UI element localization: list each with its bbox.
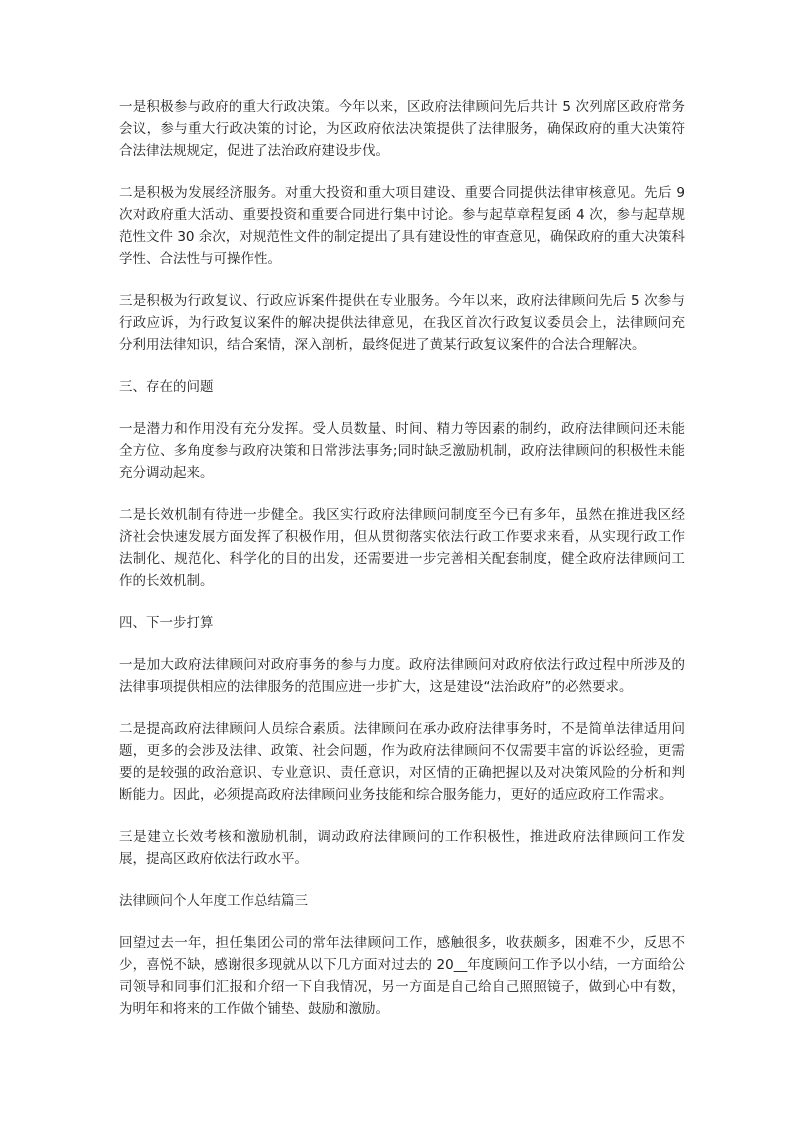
paragraph-administrative-review: 三是积极为行政复议、行政应诉案件提供在专业服务。今年以来，政府法律顾问先后 5 次参与行政应诉，为行政复议案件的解决提供法律意见，在我区首次行政复议委员会上，法律顾问充分利用法律知识，结合案情，深入剖析，最终促进了黄某行政复议案件的合法合理解决。 <box>119 293 685 353</box>
section-heading-problems: 三、存在的问题 <box>119 379 214 395</box>
paragraph-incentive-mechanism: 三是建立长效考核和激励机制，调动政府法律顾问的工作积极性，推进政府法律顾问工作发展，提高区政府依法行政水平。 <box>119 829 685 867</box>
paragraph-decision-participation: 一是积极参与政府的重大行政决策。今年以来，区政府法律顾问先后共计 5 次列席区政府常务会议，参与重大行政决策的讨论，为区政府依法决策提供了法律服务，确保政府的重大决策符合法律法规规定，促进了法治政府建设步伐。 <box>119 99 685 159</box>
paragraph-long-term-mechanism: 二是长效机制有待进一步健全。我区实行政府法律顾问制度至今已有多年，虽然在推进我区经济社会快速发展方面发挥了积极作用，但从贯彻落实依法行政工作要求来看，从实现行政工作法制化、规范化、科学化的目的出发，还需要进一步完善相关配套制度，健全政府法律顾问工作的长效机制。 <box>119 507 685 589</box>
paragraph-increase-participation: 一是加大政府法律顾问对政府事务的参与力度。政府法律顾问对政府依法行政过程中所涉及的法律事项提供相应的法律服务的范围应进一步扩大，这是建设“法治政府”的必然要求。 <box>119 657 685 695</box>
document-page <box>119 96 685 1040</box>
paragraph-potential-not-realized: 一是潜力和作用没有充分发挥。受人员数量、时间、精力等因素的制约，政府法律顾问还未能全方位、多角度参与政府决策和日常涉法事务;同时缺乏激励机制，政府法律顾问的积极性未能充分调动起来。 <box>119 421 685 481</box>
section-heading-next-steps: 四、下一步打算 <box>119 615 214 631</box>
paragraph-economic-service: 二是积极为发展经济服务。对重大投资和重大项目建设、重要合同提供法律审核意见。先后 9 次对政府重大活动、重要投资和重要合同进行集中讨论。参与起草章程复函 4 次，参与起草规范性文件 30 余次，对规范性文件的制定提出了具有建设性的审查意见，确保政府的重大决策科学性、合法性与可操作性。 <box>119 185 685 267</box>
paragraph-year-review: 回望过去一年，担任集团公司的常年法律顾问工作，感触很多，收获颇多，困难不少，反思不少，喜悦不缺，感谢很多现就从以下几方面对过去的 20__年度顾问工作予以小结，一方面给公司领导和同事们汇报和介绍一下自我情况，另一方面是自己给自己照照镜子，做到心中有数，为明年和将来的工作做个铺垫、鼓励和激励。 <box>119 935 685 1017</box>
paragraph-improve-quality: 二是提高政府法律顾问人员综合素质。法律顾问在承办政府法律事务时，不是简单法律适用问题，更多的会涉及法律、政策、社会问题，作为政府法律顾问不仅需要丰富的诉讼经验，更需要的是较强的政治意识、专业意识、责任意识，对区情的正确把握以及对决策风险的分析和判断能力。因此，必须提高政府法律顾问业务技能和综合服务能力，更好的适应政府工作需求。 <box>119 721 685 803</box>
section-heading-part-three: 法律顾问个人年度工作总结篇三 <box>119 893 308 909</box>
